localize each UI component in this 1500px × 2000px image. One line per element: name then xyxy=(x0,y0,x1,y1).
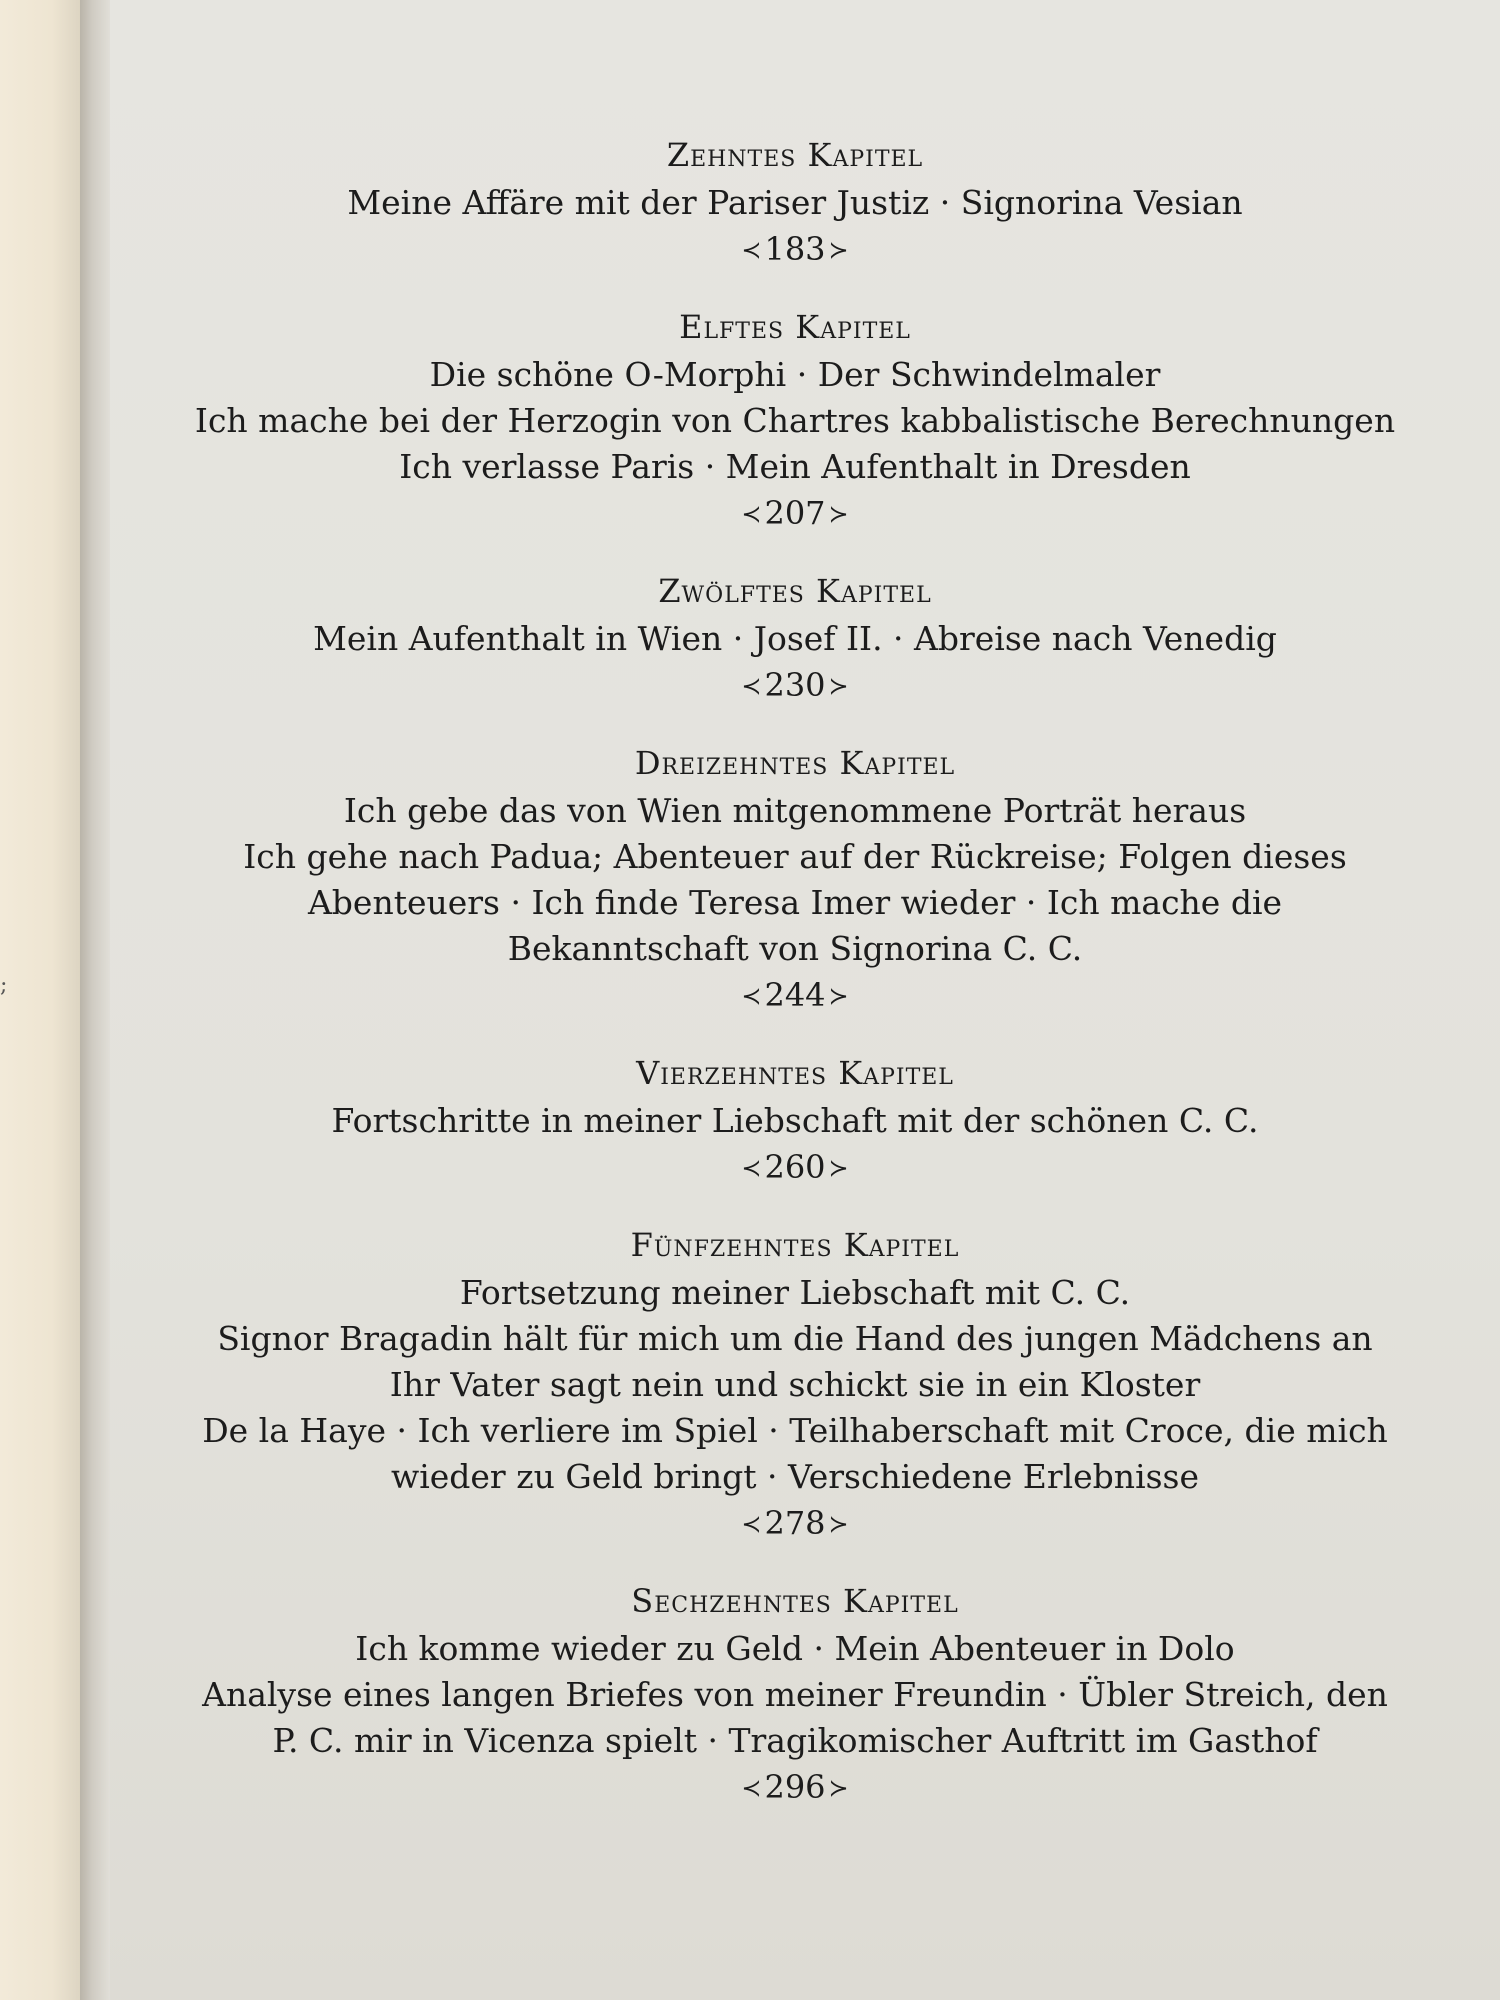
chapter-page-number xyxy=(180,1500,1410,1546)
page-number: 260 xyxy=(764,1148,826,1186)
table-of-contents xyxy=(180,130,1410,1840)
chapter-summary-line: Analyse eines langen Briefes von meiner Freundin · Übler Streich, den xyxy=(202,1675,1388,1714)
chapter-heading: Vierzehntes Kapitel xyxy=(636,1054,954,1092)
ornament-left-icon: ≺ xyxy=(741,1773,762,1802)
ornament-left-icon: ≺ xyxy=(741,1509,762,1538)
page-number: 183 xyxy=(764,230,826,268)
ornament-right-icon: ≻ xyxy=(828,981,849,1010)
ornament-right-icon: ≻ xyxy=(828,671,849,700)
left-page-mark: ; xyxy=(0,975,8,997)
chapter-summary xyxy=(180,1626,1410,1764)
chapter-summary-line: Bekanntschaft von Signorina C. C. xyxy=(507,929,1083,968)
chapter-summary-line: Die schöne O-Morphi · Der Schwindelmaler xyxy=(429,355,1161,394)
chapter-summary xyxy=(180,788,1410,972)
page-number: 244 xyxy=(764,976,826,1014)
chapter-page-number xyxy=(180,1764,1410,1810)
chapter-summary-line: Ich mache bei der Herzogin von Chartres kabbalistische Berechnungen xyxy=(194,401,1396,440)
page-number: 207 xyxy=(764,494,826,532)
toc-chapter-5 xyxy=(180,1048,1410,1190)
ornament-right-icon: ≻ xyxy=(828,235,849,264)
chapter-summary-line: Fortsetzung meiner Liebschaft mit C. C. xyxy=(459,1273,1131,1312)
ornament-left-icon: ≺ xyxy=(741,499,762,528)
chapter-page-number xyxy=(180,1144,1410,1190)
chapter-heading: Zwölftes Kapitel xyxy=(658,572,932,610)
chapter-heading: Sechzehntes Kapitel xyxy=(631,1582,959,1620)
ornament-right-icon: ≻ xyxy=(828,1153,849,1182)
ornament-left-icon: ≺ xyxy=(741,235,762,264)
ornament-right-icon: ≻ xyxy=(828,499,849,528)
chapter-summary-line: Ich verlasse Paris · Mein Aufenthalt in Dresden xyxy=(399,447,1191,486)
chapter-summary-line: Meine Affäre mit der Pariser Justiz · Signorina Vesian xyxy=(347,183,1243,222)
chapter-summary xyxy=(180,1270,1410,1500)
chapter-heading: Elftes Kapitel xyxy=(679,308,911,346)
toc-chapter-6 xyxy=(180,1220,1410,1546)
chapter-page-number xyxy=(180,490,1410,536)
chapter-summary-line: Ich gebe das von Wien mitgenommene Porträt heraus xyxy=(343,791,1247,830)
toc-chapter-3 xyxy=(180,566,1410,708)
chapter-summary xyxy=(180,1098,1410,1144)
chapter-heading: Fünfzehntes Kapitel xyxy=(630,1226,960,1264)
chapter-summary xyxy=(180,180,1410,226)
chapter-summary-line: P. C. mir in Vicenza spielt · Tragikomischer Auftritt im Gasthof xyxy=(272,1721,1318,1760)
chapter-summary-line: Mein Aufenthalt in Wien · Josef II. · Abreise nach Venedig xyxy=(313,619,1277,658)
chapter-summary-line: Fortschritte in meiner Liebschaft mit der schönen C. C. xyxy=(331,1101,1259,1140)
ornament-left-icon: ≺ xyxy=(741,671,762,700)
toc-chapter-1 xyxy=(180,130,1410,272)
ornament-left-icon: ≺ xyxy=(741,1153,762,1182)
chapter-summary-line: De la Haye · Ich verliere im Spiel · Teilhaberschaft mit Croce, die mich xyxy=(202,1411,1388,1450)
ornament-right-icon: ≻ xyxy=(828,1773,849,1802)
chapter-heading: Zehntes Kapitel xyxy=(666,136,924,174)
chapter-summary-line: wieder zu Geld bringt · Verschiedene Erlebnisse xyxy=(390,1457,1200,1496)
ornament-left-icon: ≺ xyxy=(741,981,762,1010)
toc-chapter-2 xyxy=(180,302,1410,536)
chapter-summary xyxy=(180,616,1410,662)
page-number: 230 xyxy=(764,666,826,704)
ornament-right-icon: ≻ xyxy=(828,1509,849,1538)
toc-chapter-7 xyxy=(180,1576,1410,1810)
chapter-page-number xyxy=(180,662,1410,708)
chapter-summary-line: Ich komme wieder zu Geld · Mein Abenteuer in Dolo xyxy=(355,1629,1235,1668)
toc-chapter-4 xyxy=(180,738,1410,1018)
left-page-edge xyxy=(0,0,86,2000)
chapter-summary-line: Signor Bragadin hält für mich um die Hand des jungen Mädchens an xyxy=(217,1319,1373,1358)
book-gutter xyxy=(80,0,110,2000)
page-number: 296 xyxy=(764,1768,826,1806)
chapter-summary xyxy=(180,352,1410,490)
chapter-summary-line: Ich gehe nach Padua; Abenteuer auf der Rückreise; Folgen dieses xyxy=(243,837,1347,876)
chapter-heading: Dreizehntes Kapitel xyxy=(634,744,956,782)
chapter-summary-line: Abenteuers · Ich finde Teresa Imer wieder · Ich mache die xyxy=(307,883,1283,922)
chapter-page-number xyxy=(180,972,1410,1018)
page-number: 278 xyxy=(764,1504,826,1542)
chapter-summary-line: Ihr Vater sagt nein und schickt sie in ein Kloster xyxy=(389,1365,1201,1404)
chapter-page-number xyxy=(180,226,1410,272)
